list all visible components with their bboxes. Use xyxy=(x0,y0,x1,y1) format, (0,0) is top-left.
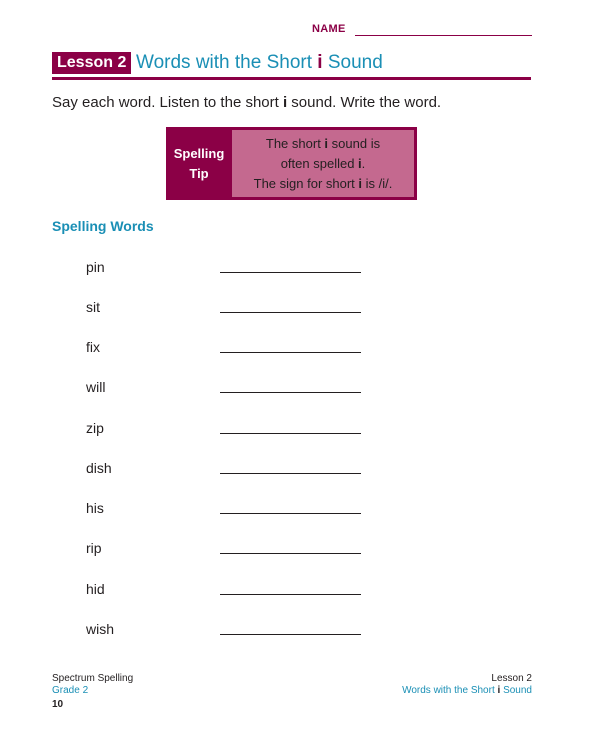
spelling-tip-label-line2: Tip xyxy=(189,165,209,181)
section-heading: Spelling Words xyxy=(52,218,154,234)
tip-line-1-before: The short xyxy=(265,135,325,151)
answer-line[interactable] xyxy=(220,473,361,474)
spelling-word: wish xyxy=(86,621,115,637)
footer-lesson-title-bold: i xyxy=(497,685,501,696)
spelling-word: rip xyxy=(86,540,102,556)
name-blank-line[interactable] xyxy=(355,35,532,36)
footer-book-title: Spectrum Spelling xyxy=(52,673,134,684)
page-number: 10 xyxy=(52,699,64,710)
spelling-word: fix xyxy=(86,339,100,355)
spelling-tip-label-line1: Spelling xyxy=(173,145,225,161)
tip-line-2 xyxy=(281,154,366,174)
answer-line[interactable] xyxy=(220,513,361,514)
spelling-word: will xyxy=(86,379,106,395)
spelling-word: hid xyxy=(86,581,105,597)
tip-line-1 xyxy=(266,134,380,154)
lesson-title xyxy=(136,51,383,75)
spelling-tip-text xyxy=(232,130,414,197)
tip-line-3-after: is /i/. xyxy=(362,175,393,191)
footer-lesson: Lesson 2 xyxy=(491,673,532,684)
instructions-bold: i xyxy=(282,94,288,111)
spelling-word: sit xyxy=(86,299,100,315)
spelling-tip-label xyxy=(166,127,232,200)
instructions-after: sound. Write the word. xyxy=(287,94,442,111)
spelling-word: his xyxy=(86,500,104,516)
tip-line-3-before: The sign for short xyxy=(253,175,359,191)
answer-line[interactable] xyxy=(220,352,361,353)
title-rule xyxy=(52,77,531,80)
name-label: NAME xyxy=(312,23,346,35)
footer-lesson-title xyxy=(402,685,532,697)
lesson-title-text-before: Words with the Short xyxy=(136,52,318,73)
instructions xyxy=(52,94,441,112)
tip-line-2-after: . xyxy=(361,155,366,171)
spelling-word: pin xyxy=(86,259,105,275)
lesson-title-text-after: Sound xyxy=(322,52,383,73)
answer-line[interactable] xyxy=(220,433,361,434)
tip-line-3 xyxy=(254,174,393,194)
tip-line-2-bold: i xyxy=(358,155,362,171)
answer-line[interactable] xyxy=(220,594,361,595)
tip-line-1-bold: i xyxy=(324,135,329,151)
tip-line-2-before: often spelled xyxy=(280,155,359,171)
tip-line-3-bold: i xyxy=(358,175,363,191)
answer-line[interactable] xyxy=(220,553,361,554)
spelling-word: dish xyxy=(86,460,112,476)
instructions-before: Say each word. Listen to the short xyxy=(52,94,283,111)
answer-line[interactable] xyxy=(220,312,361,313)
spelling-tip-box xyxy=(166,127,417,200)
spelling-word: zip xyxy=(86,420,104,436)
footer-lesson-title-before: Words with the Short xyxy=(402,685,498,696)
lesson-badge: Lesson 2 xyxy=(52,52,131,74)
lesson-title-bold: i xyxy=(317,52,323,73)
footer-grade: Grade 2 xyxy=(52,685,89,696)
answer-line[interactable] xyxy=(220,392,361,393)
answer-line[interactable] xyxy=(220,634,361,635)
footer-lesson-title-after: Sound xyxy=(500,685,532,696)
tip-line-1-after: sound is xyxy=(328,135,381,151)
answer-line[interactable] xyxy=(220,272,361,273)
